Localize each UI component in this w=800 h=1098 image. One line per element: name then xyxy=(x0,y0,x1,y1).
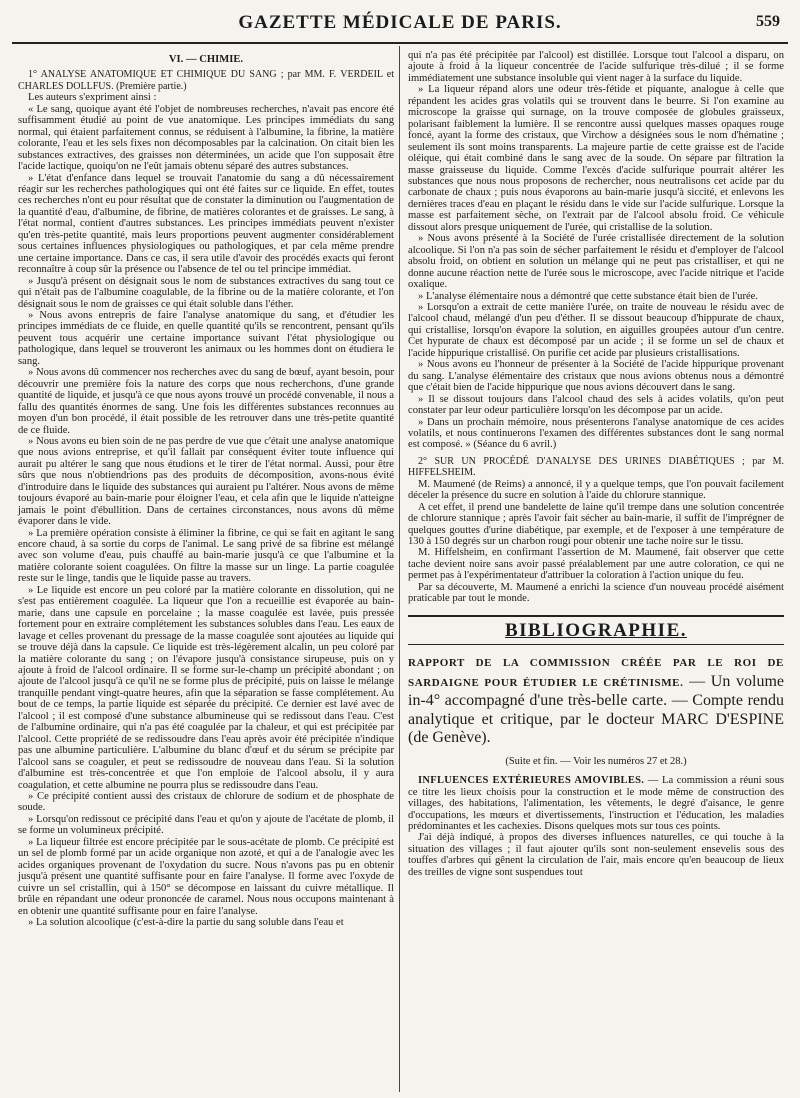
paragraph: M. Maumené (de Reims) a annoncé, il y a quelque temps, que l'on pouvait facilement déceler la présence du sucre en solution à l'aide du chlorure stannique. xyxy=(408,478,784,502)
paragraph: « Le sang, quoique ayant été l'objet de nombreuses recherches, n'avait pas encore été suffisamment étudié au point de vue anatomique. Les principes immédiats du sang normal, qui étaient parfaitement connus, se réduisent à l'albumine, la fibrine, la matière colorante, l'eau et les sels fixes non décomposables par la calcination. On citait bien les substances extractives, des graisses non déterminées, un acide que l'on supposait être l'acide lactique, quoiqu'on ne l'eût jamais obtenu séparé des autres substances. xyxy=(18,103,394,173)
report-title xyxy=(408,653,784,748)
paragraph: » Nous avons entrepris de faire l'analyse anatomique du sang, et d'étudier les principes immédiats de ce fluide, en quelle quantité qu'ils se rencontrent, pensant qu'ils peuvent tous acquérir une certaine importance suivant l'état physiologique ou pathologique, dans lequel se trouveront les animaux ou les hommes dont on étudiera le sang. xyxy=(18,309,394,367)
paragraph: » L'analyse élémentaire nous a démontré que cette substance était bien de l'urée. xyxy=(418,290,759,302)
left-column xyxy=(18,50,394,928)
paragraph: » Il se dissout toujours dans l'alcool chaud des sels à acides volatils, qu'on peut constater par leur odeur particulière lorsqu'on les décompose par un acide. xyxy=(408,393,784,417)
paragraph xyxy=(408,775,784,832)
page-number: 559 xyxy=(756,13,780,30)
paragraph: » La liqueur répand alors une odeur très-fétide et piquante, analogue à celle que répandent les acides gras volatils qui se trouvent dans le beurre. Si l'on examine au microscope la graisse qui surnage, on la trouve composée de globules graisseux, polarisant faiblement la lumière. Il se rencontre aussi quelques masses opaques rouge foncé, ayant la forme des cristaux, que Virchow a désignées sous le nom d'hématine ; seulement ils sont moins transparents. La majeure partie de cette graisse est de l'acide oléique, qui était combiné dans le sang avec de la soude. On sépare par filtration la masse graisseuse du liquide. Comme l'excès d'acide sulfurique pourrait altérer les substances que nous nous proposons de rechercher, nous neutralisons cet acide par du carbonate de chaux ; puis nous évaporons au bain-marie jusqu'à siccité, et enlevons les dernières traces d'eau en plaçant le résidu dans le vide sur l'acide sulfurique. Lorsque la masse est parfaitement sèche, on l'extrait par de l'alcool absolu froid. Ce véhicule dissout alors presque uniquement de l'urée, qui cristallise de la solution. xyxy=(408,84,784,233)
section-heading: VI. — CHIMIE. xyxy=(168,54,244,65)
paragraph: » Nous avons dû commencer nos recherches avec du sang de bœuf, ayant besoin, pour découvrir une première fois la nature des corps que nous recherchons, d'une grande quantité de liquide, et jusqu'à ce que nous ayons trouvé un procédé convenable, il nous a fallu des quantités énormes de sang. Une fois les différentes substances reconnues au moyen d'un bon procédé, il était possible de les retrouver dans une très-petite quantité de ce fluide. xyxy=(18,367,394,436)
paragraph: J'ai déjà indiqué, à propos des diverses influences naturelles, ce qui touche à la situation des villages ; il faut ajouter qu'ils sont non-seulement ensevelis sous des touffes d'arbres qui gênent la circulation de l'air, mais encore qu'en beaucoup de lieux des treilles de vigne sont suspendues tout xyxy=(408,832,784,878)
page-header xyxy=(14,12,786,38)
journal-title: GAZETTE MÉDICALE DE PARIS. xyxy=(238,12,562,33)
right-column xyxy=(408,50,784,878)
paragraph: » Nous avons eu l'honneur de présenter à la Société de l'acide hippurique provenant du sang. L'analyse élémentaire des cristaux que nous avions obtenus nous a démontré que c'était bien de l'acide hippurique que nous avions découvert dans le sang. xyxy=(408,359,784,394)
paragraph: Par sa découverte, M. Maumené a enrichi la science d'un nouveau procédé aisément praticable par tout le monde. xyxy=(408,581,784,605)
paragraph: » Nous avons eu bien soin de ne pas perdre de vue que c'était une analyse anatomique que nous avions entreprise, et qu'il fallait par conséquent éviter toute influence qui aurait pu altérer le sang que nous étudions et le tirer de l'état normal. Aussi, pour être sûrs que nous n'obtiendrions pas des produits de décomposition, avons-nous évité d'introduire dans le liquide des substances qui auraient pu l'altérer. Nous avons de même toujours évaporé au bain-marie pour éloigner l'eau, et cela afin que le liquide n'atteigne jamais le point d'ébullition. Dans de certaines circonstances, nous avons dû même évaporer dans le vide. xyxy=(18,435,394,528)
header-rule xyxy=(12,42,788,44)
paragraph: » Lorsqu'on redissout ce précipité dans l'eau et qu'on y ajoute de l'acétate de plomb, il se forme un volumineux précipité. xyxy=(18,813,394,837)
paragraph: M. Hiffelsheim, en confirmant l'assertion de M. Maumené, fait observer que cette tache devient noire sans avoir passé préalablement par une autre coloration, ce qui ne permet pas à l'expérimentateur d'attribuer la coloration à l'action unique du feu. xyxy=(408,547,784,582)
bibliography-banner xyxy=(408,615,784,645)
report-heading: RAPPORT DE LA COMMISSION CRÉÉE PAR LE ROI DE SARDAIGNE POUR ÉTUDIER LE CRÉTINISME. xyxy=(408,657,784,689)
paragraph: » L'état d'enfance dans lequel se trouvait l'anatomie du sang a dû nécessairement réagir sur les recherches pathologiques qui ont été faites sur ce liquide. En effet, toutes ces recherches n'ont eu pour résultat que de constater la diminution ou l'augmentation de la quantité d'eau, d'albumine, de fibrine, de matières colorantes et de graisses. Le sang, à l'état normal, contient d'autres substances. Les principes immédiats peuvent n'exister qu'en très-petite quantité, mais leurs proportions peuvent augmenter considérablement sous certaines influences physiologiques ou pathologiques, et par cela même prendre une certaine importance. Dans ce cas, il sera utile d'avoir des procédés exacts qui feront reconnaître à coup sûr la présence ou l'absence de tel ou tel principe immédiat. xyxy=(18,172,394,276)
article-subtitle: 1° ANALYSE ANATOMIQUE ET CHIMIQUE DU SANG ; par MM. F. VERDEIL et CHARLES DOLLFUS. (Première partie.) xyxy=(18,69,394,92)
report-description: — Un volume in-4° accompagné d'une très-belle carte. — Compte rendu analytique et critique, par le docteur MARC D'ESPINE (de Genève). xyxy=(408,672,785,747)
paragraph: » La solution alcoolique (c'est-à-dire la partie du sang soluble dans l'eau et xyxy=(28,916,344,928)
paragraph-lead: INFLUENCES EXTÉRIEURES AMOVIBLES. xyxy=(418,775,645,787)
paragraph: » Lorsqu'on a extrait de cette manière l'urée, on traite de nouveau le résidu avec de l'alcool chaud, mélangé d'un peu d'éther. Il se dissout beaucoup d'hippurate de chaux, qui cristallise, lorsqu'on évapore la solution, en aiguilles groupées autour d'un centre. Cet hypurate de chaux est décomposé par un acide ; il se forme un sel de chaux et l'acide hippurique cristallisé. On purifie cet acide par plusieurs cristallisations. xyxy=(408,301,784,359)
article-subtitle: 2° SUR UN PROCÉDÉ D'ANALYSE DES URINES DIABÉTIQUES ; par M. HIFFELSHEIM. xyxy=(408,455,784,479)
paragraph: » Ce précipité contient aussi des cristaux de chlorure de sodium et de phosphate de soude. xyxy=(18,791,394,814)
paragraph: A cet effet, il prend une bandelette de laine qu'il trempe dans une solution concentrée de chlorure stannique ; après l'avoir fait sécher au bain-marie, il suffit de l'imprégner de quelques gouttes d'urine diabétique, par exemple, et de l'exposer à une température de 130 à 150 degrés sur un charbon rougi pour obtenir une tache noire sur le tissu. xyxy=(408,501,784,548)
paragraph: Les auteurs s'expriment ainsi : xyxy=(28,92,157,104)
column-divider xyxy=(399,46,400,1092)
paragraph: » Jusqu'à présent on désignait sous le nom de substances extractives du sang tout ce qui n'était pas de l'albumine coagulable, de la fibrine ou de la matière colorante, et l'on désignait sous le nom de graisses ce qui était soluble dans l'éther. xyxy=(18,275,394,310)
paragraph: » Dans un prochain mémoire, nous présenterons l'analyse anatomique de ces acides volatils, et nous continuerons l'examen des différentes substances dont le sang normal est composé. » (Séance du 6 avril.) xyxy=(408,416,784,451)
paragraph: » Le liquide est encore un peu coloré par la matière colorante en dissolution, qui ne s'est pas entièrement coagulée. La liqueur que l'on a recueillie est évaporée au bain-marie, dans une capsule en porcelaine ; la masse coagulée est lavée, puis pressée fortement pour en extraire complétement les substances solubles dans l'eau. Les eaux de lavage et celles provenant du pressage de la masse coagulée sont ajoutées au liquide qui se trouve déjà dans la capsule. Ce liquide est très-légèrement alcalin, un peu coloré par la matière colorante du sang ; on l'évapore jusqu'à consistance sirupeuse, puis on y ajoute à froid de l'alcool ordinaire. Il se forme sur-le-champ un précipité abondant ; on ajoute de l'alcool jusqu'à ce qu'il ne se forme plus de précipité, puis on laisse le mélange tranquille pendant vingt-quatre heures, afin que la séparation se fasse complétement. Au bout de ce temps, la partie liquide est séparée du précipité. Ce dernier est lavé avec de l'alcool ; il est composé d'une substance albumineuse qui se redissout dans l'eau. C'est de l'albumine ordinaire, qui n'a pas été coagulée par la chaleur, et qui est précipitée par l'alcool. Cette propriété de se redissoudre dans l'eau après avoir été précipitée n'indique pas une albumine particulière. L'albumine du blanc d'œuf et du sérum se précipite par l'alcool sans se coaguler, et peut se redissoudre de nouveau dans l'eau. Si la solution d'albumine est très-concentrée et que l'on emploie de l'alcool absolu, il y aura coagulation, et cette albumine ne pourra plus se redissoudre dans l'eau. xyxy=(18,584,394,791)
continuation-note: (Suite et fin. — Voir les numéros 27 et 28.) xyxy=(505,755,687,767)
paragraph-text: — La commission a réuni sous ce titre les lieux choisis pour la construction et le mode même de construction des villages, des habitations, l'alimentation, les vêtements, le degré d'aisance, le genre d'occupations, les mœurs et divertissements, l'instruction et l'éducation, les maladies prédominantes et les cachexies. Disons quelques mots sur tous ces points. xyxy=(408,775,784,832)
paragraph: » La première opération consiste à éliminer la fibrine, ce qui se fait en agitant le sang encore chaud, à sa sortie du corps de l'animal. Le sang privé de sa fibrine est mélangé avec son volume d'eau, puis chauffé au bain-marie jusqu'à ce que l'albumine et la matière colorante soient coagulées. On filtre la masse sur un linge. La partie coagulée reste sur le linge, tandis que le liquide passe au travers. xyxy=(18,527,394,585)
bibliography-heading: BIBLIOGRAPHIE. xyxy=(504,619,687,641)
paragraph: » La liqueur filtrée est encore précipitée par le sous-acétate de plomb. Ce précipité est un sel de plomb formé par un acide organique non azoté, et qui a de l'analogie avec les acides organiques provenant de l'oxydation du sucre. Nous n'avons pas pu en obtenir jusqu'à présent une quantité suffisante pour en faire l'analyse. Il forme avec l'oxyde de cuivre un sel cristallin, qui à 150° se décompose en laissant du cuivre métallique. Il brûle en répandant une odeur prononcée de caramel. Nous nous occupons maintenant à en obtenir une quantité suffisante pour en faire l'analyse. xyxy=(18,836,394,917)
paragraph: qui n'a pas été précipitée par l'alcool) est distillée. Lorsque tout l'alcool a disparu, on ajoute à froid à la liqueur concentrée de l'acide sulfurique très-dilué ; il se forme immédiatement une substance insoluble qui vient nager à la surface du liquide. xyxy=(408,50,784,84)
paragraph: » Nous avons présenté à la Société de l'urée cristallisée directement de la solution alcoolique. Si l'on n'a pas soin de sécher parfaitement le résidu et d'employer de l'alcool absolu froid, on obtient en solution un mélange qui ne peut pas cristalliser, et qui ne donne aucune réaction nette de l'urée sous le microscope, avec l'acide nitrique et l'acide oxalique. xyxy=(408,233,784,291)
